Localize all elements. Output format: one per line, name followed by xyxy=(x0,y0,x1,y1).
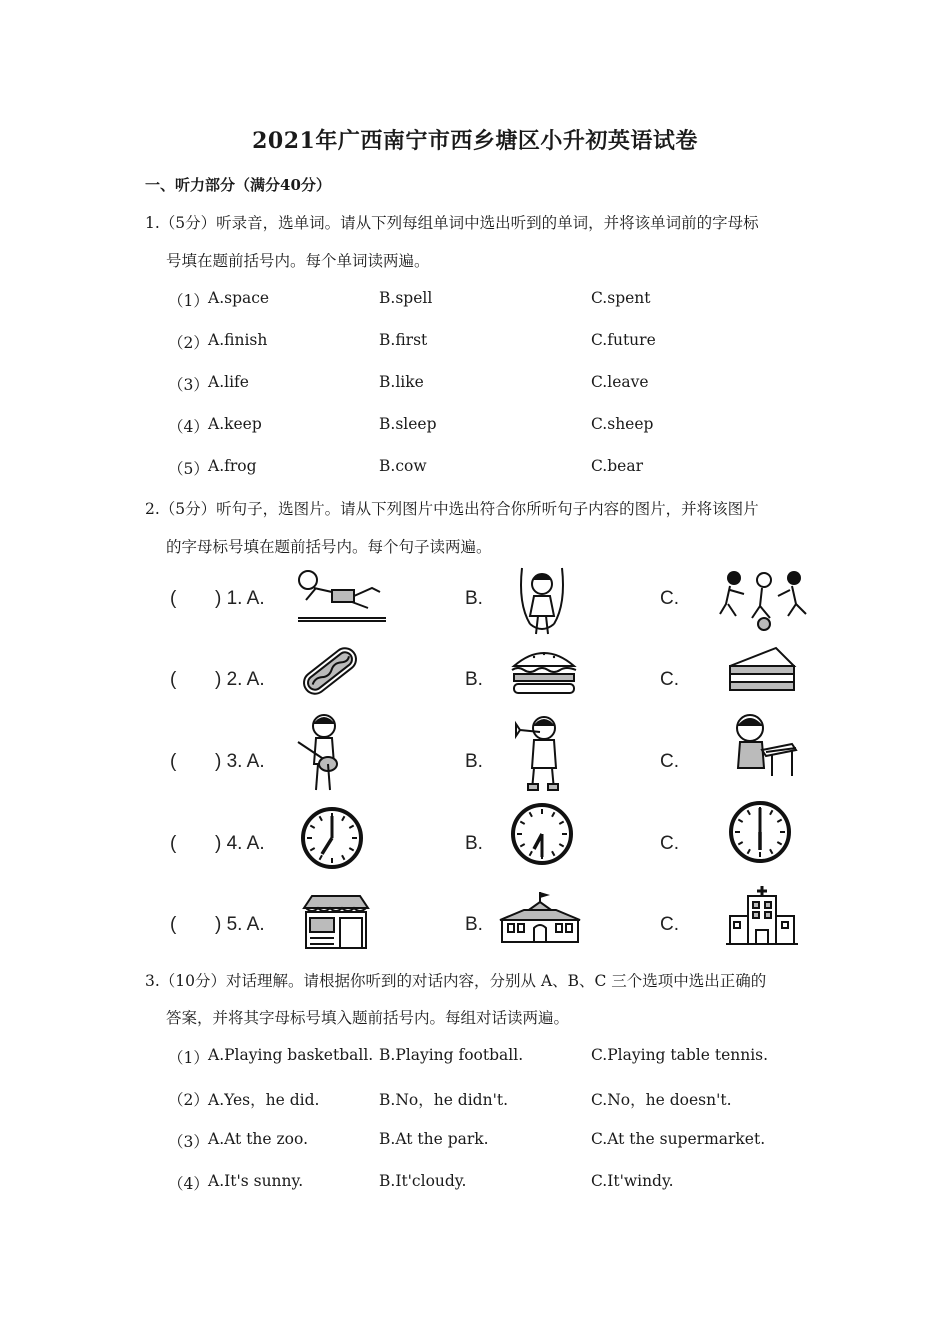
q1-option-c: C.sheep xyxy=(591,415,654,433)
q2-item-label: ) 3. A. xyxy=(215,751,265,772)
q2-label-b: B. xyxy=(465,588,483,609)
q3-option-b: B.It'cloudy. xyxy=(379,1172,467,1190)
q3-option-a: A.Yes，he did. xyxy=(208,1091,320,1109)
q3-option-b: B.Playing football. xyxy=(379,1046,524,1064)
q2-label-c: C. xyxy=(660,751,679,772)
answer-paren: ( xyxy=(170,669,177,690)
answer-paren: ( xyxy=(170,914,177,935)
school-image xyxy=(496,890,584,944)
q2-label-c: C. xyxy=(660,669,679,690)
q3-row-number: （3） xyxy=(168,1133,209,1151)
sandwich-image xyxy=(726,644,798,694)
q1-row-number: （5） xyxy=(168,460,209,478)
q3-option-c: C.At the supermarket. xyxy=(591,1130,766,1148)
clock-seven-thirty-image xyxy=(510,802,574,866)
q1-row-number: （1） xyxy=(168,292,209,310)
q2-instruction-line1: 2.（5分）听句子，选图片。请从下列图片中选出符合你所听句子内容的图片，并将该图片 xyxy=(145,500,759,518)
boy-trumpet-image xyxy=(510,712,570,794)
q1-option-c: C.leave xyxy=(591,373,649,391)
q3-row-number: （4） xyxy=(168,1175,209,1193)
q2-label-c: C. xyxy=(660,914,679,935)
jump-rope-image xyxy=(516,564,568,642)
clock-seven-image xyxy=(300,806,364,870)
q1-row-number: （2） xyxy=(168,334,209,352)
q3-option-b: B.No，he didn't. xyxy=(379,1091,508,1109)
q1-option-a: A.space xyxy=(208,289,270,307)
q1-option-b: B.spell xyxy=(379,289,433,307)
q2-instruction-line2: 的字母标号填在题前括号内。每个句子读两遍。 xyxy=(166,538,492,556)
q3-option-a: A.At the zoo. xyxy=(208,1130,308,1148)
answer-paren: ( xyxy=(170,751,177,772)
boy-guitar-image xyxy=(294,712,350,794)
q3-option-b: B.At the park. xyxy=(379,1130,489,1148)
q2-item-label: ) 1. A. xyxy=(215,588,265,609)
q2-label-b: B. xyxy=(465,914,483,935)
q1-option-a: A.finish xyxy=(208,331,268,349)
shop-image xyxy=(302,894,370,950)
q3-instruction-line2: 答案，并将其字母标号填入题前括号内。每组对话读两遍。 xyxy=(166,1009,570,1027)
q2-label-c: C. xyxy=(660,833,679,854)
q1-option-b: B.first xyxy=(379,331,428,349)
clock-six-image xyxy=(728,800,792,864)
q1-option-b: B.like xyxy=(379,373,424,391)
q1-instruction-line2: 号填在题前括号内。每个单词读两遍。 xyxy=(166,252,430,270)
hospital-image xyxy=(726,884,798,946)
q3-row-number: （2） xyxy=(168,1091,209,1109)
q2-label-b: B. xyxy=(465,669,483,690)
q1-instruction-line1: 1.（5分）听录音，选单词。请从下列每组单词中选出听到的单词，并将该单词前的字母标 xyxy=(145,214,759,232)
q3-option-a: A.Playing basketball. xyxy=(208,1046,374,1064)
q1-option-b: B.sleep xyxy=(379,415,437,433)
page-title: 2021年广西南宁市西乡塘区小升初英语试卷 xyxy=(252,128,698,154)
answer-paren: ( xyxy=(170,833,177,854)
q1-row-number: （3） xyxy=(168,376,209,394)
q3-option-c: C.Playing table tennis. xyxy=(591,1046,769,1064)
q2-label-c: C. xyxy=(660,588,679,609)
q1-option-a: A.keep xyxy=(208,415,262,433)
hot-dog-image xyxy=(298,642,362,700)
q1-option-a: A.life xyxy=(208,373,249,391)
answer-paren: ( xyxy=(170,588,177,609)
q1-option-c: C.future xyxy=(591,331,656,349)
hamburger-image xyxy=(510,646,578,696)
q1-row-number: （4） xyxy=(168,418,209,436)
football-players-image xyxy=(716,568,812,632)
boy-piano-image xyxy=(726,710,798,780)
q3-option-c: C.It'windy. xyxy=(591,1172,674,1190)
high-jump-image xyxy=(292,566,388,624)
q2-item-label: ) 2. A. xyxy=(215,669,265,690)
q3-option-a: A.It's sunny. xyxy=(208,1172,304,1190)
q2-label-b: B. xyxy=(465,751,483,772)
section-heading: 一、听力部分（满分40分） xyxy=(145,176,331,194)
q2-item-label: ) 4. A. xyxy=(215,833,265,854)
q2-item-label: ) 5. A. xyxy=(215,914,265,935)
q3-row-number: （1） xyxy=(168,1049,209,1067)
q3-instruction-line1: 3.（10分）对话理解。请根据你听到的对话内容，分别从 A、B、C 三个选项中选出正确的 xyxy=(145,972,767,990)
q1-option-b: B.cow xyxy=(379,457,427,475)
q2-label-b: B. xyxy=(465,833,483,854)
q1-option-c: C.spent xyxy=(591,289,651,307)
q1-option-c: C.bear xyxy=(591,457,643,475)
q3-option-c: C.No，he doesn't. xyxy=(591,1091,732,1109)
q1-option-a: A.frog xyxy=(208,457,257,475)
